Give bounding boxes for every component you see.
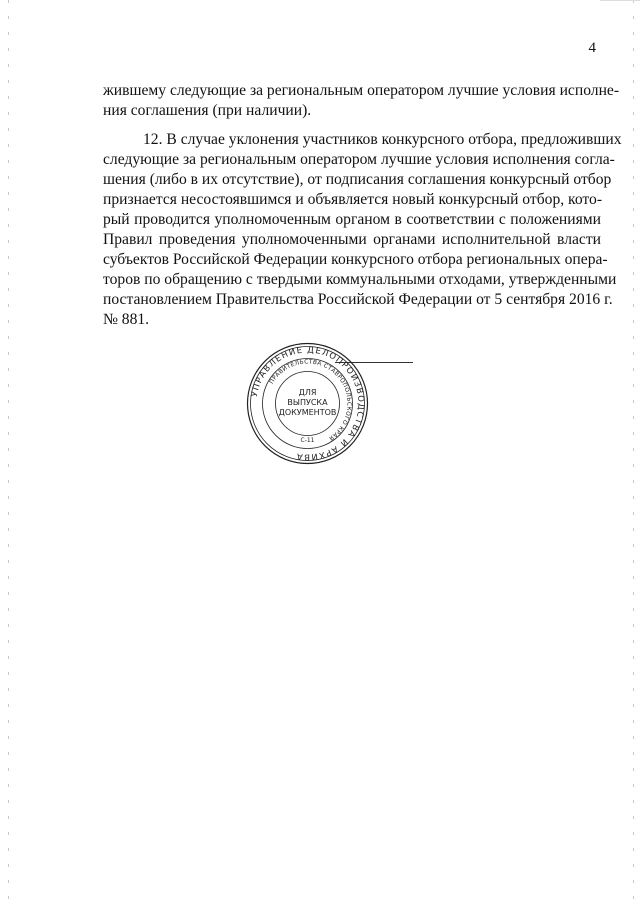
svg-text:ВЫПУСКА: ВЫПУСКА <box>287 398 328 407</box>
text-line: № 881. <box>103 311 150 328</box>
text-line: рый проводится уполномоченным органом в соответствии с положениями <box>103 211 601 228</box>
text-line: следующие за региональным оператором лучшие условия исполнения согла- <box>103 151 615 168</box>
svg-text:ДОКУМЕНТОВ: ДОКУМЕНТОВ <box>278 408 337 417</box>
text-line: шения (либо в их отсутствие), от подписания соглашения конкурсный отбор <box>103 171 612 188</box>
page-number: 4 <box>588 40 596 56</box>
text-line: торов по обращению с твердыми коммунальными отходами, утвержденными <box>103 271 617 288</box>
svg-text:С-11: С-11 <box>300 437 315 444</box>
corner-line <box>600 0 640 1</box>
svg-text:УПРАВЛЕНИЕ ДЕЛОПРОИЗВОДСТВА И: УПРАВЛЕНИЕ ДЕЛОПРОИЗВОДСТВА И АРХИВА <box>248 344 367 463</box>
paragraph-12 <box>103 130 622 330</box>
text-line: 12. В случае уклонения участников конкурсного отбора, предложивших <box>143 131 622 148</box>
stamp-seal-icon <box>245 341 370 466</box>
svg-text:ПРАВИТЕЛЬСТВА СТАВРОПОЛЬСКОГО: ПРАВИТЕЛЬСТВА СТАВРОПОЛЬСКОГО КРАЯ <box>268 359 352 441</box>
continuation-paragraph <box>103 81 620 121</box>
text-line: признается несостоявшимся и объявляется новый конкурсный отбор, кото- <box>103 191 603 208</box>
text-line: субъектов Российской Федерации конкурсного отбора региональных опера- <box>103 251 608 268</box>
svg-text:ДЛЯ: ДЛЯ <box>298 388 317 397</box>
left-margin-marks <box>8 0 9 905</box>
text-line: постановлением Правительства Российской Федерации от 5 сентября 2016 г. <box>103 291 613 308</box>
text-line: Правил проведения уполномоченными органами исполнительной власти <box>103 231 601 248</box>
right-margin-marks <box>633 0 634 905</box>
text-line: жившему следующие за региональным оператором лучшие условия исполне- <box>103 82 620 99</box>
official-stamp <box>245 341 370 466</box>
text-line: ния соглашения (при наличии). <box>103 102 312 119</box>
